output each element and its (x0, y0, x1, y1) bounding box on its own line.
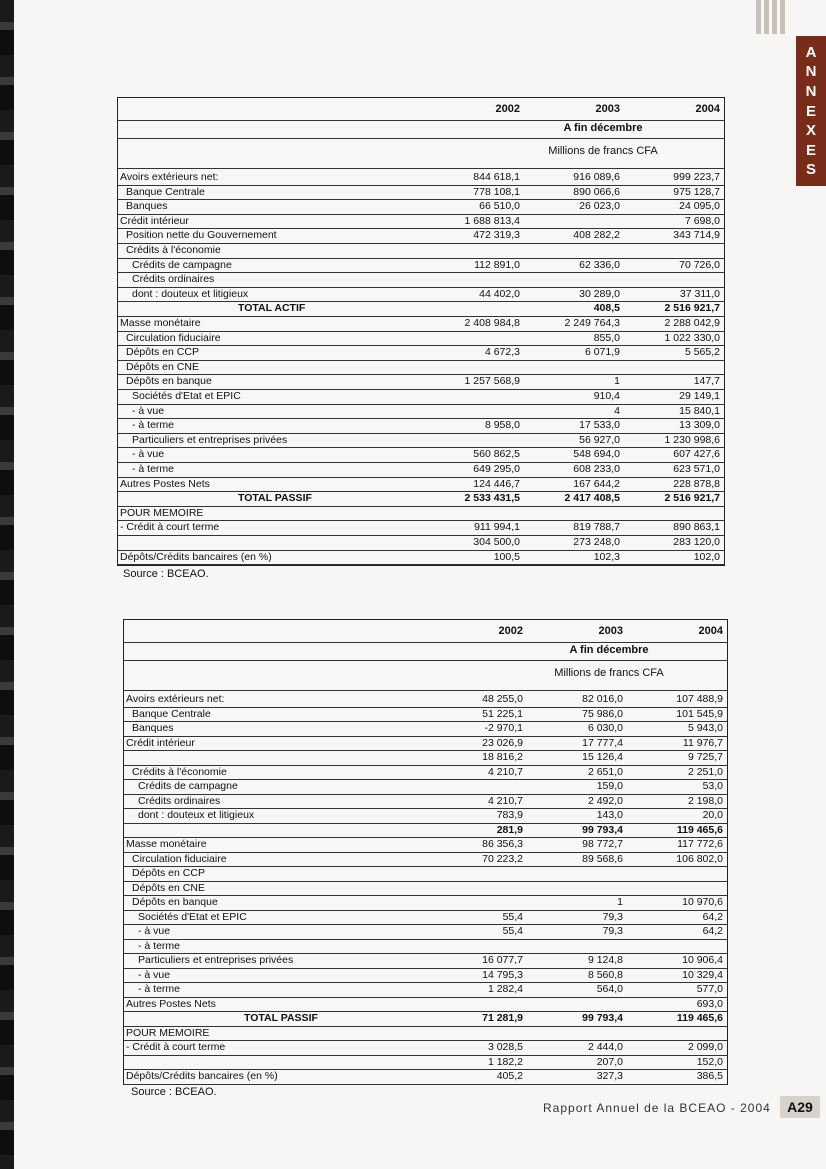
header-years-row (118, 98, 724, 121)
value-2002: 2 408 984,8 (464, 317, 520, 329)
value-2002: 44 402,0 (479, 287, 520, 300)
table-row (124, 765, 727, 781)
value-2002: 51 225,1 (482, 707, 523, 720)
table-row (124, 1069, 727, 1085)
value-2003: 159,0 (596, 780, 623, 792)
table-top (117, 97, 725, 566)
value-2002: 778 108,1 (473, 185, 520, 198)
value-2002: 281,9 (496, 823, 523, 836)
table-row (124, 1055, 727, 1071)
row-label: Dépôts/Crédits bancaires (en %) (120, 550, 272, 563)
row-label: Crédits à l'économie (132, 765, 227, 778)
value-2004: 283 120,0 (673, 536, 720, 548)
value-2003: 17 533,0 (579, 419, 620, 432)
annex-letter: A (805, 43, 817, 61)
value-2003: 1 (617, 896, 623, 908)
row-label: Avoirs extérieurs net: (120, 171, 219, 183)
annex-letter: N (805, 63, 817, 81)
row-label: Crédits ordinaires (132, 273, 215, 286)
value-2003: 890 066,6 (573, 185, 620, 198)
row-label: Crédit intérieur (120, 214, 189, 227)
source-note-top: Source : BCEAO. (123, 568, 209, 580)
value-2004: 386,5 (696, 1070, 723, 1082)
value-2002: 112 891,0 (474, 258, 520, 271)
period-label: A fin décembre (569, 644, 649, 656)
table-row (124, 881, 727, 897)
table-row (124, 866, 727, 882)
row-label: Circulation fiduciaire (132, 852, 227, 865)
table-row (118, 331, 724, 347)
row-label: Crédits ordinaires (138, 794, 221, 807)
table-row (118, 272, 724, 288)
header-years-row (124, 620, 727, 643)
row-label: Position nette du Gouvernement (126, 229, 277, 242)
table-row (124, 924, 727, 940)
value-2002: 23 026,9 (482, 736, 523, 749)
value-2003: 916 089,6 (573, 171, 620, 183)
row-label: Dépôts en CNE (126, 360, 199, 373)
value-2004: 147,7 (693, 375, 720, 388)
value-2002: 911 994,1 (474, 521, 520, 534)
value-2003: 408,5 (593, 302, 620, 315)
value-2003: 82 016,0 (582, 693, 623, 705)
value-2004: 119 465,6 (676, 823, 723, 836)
year-header: 2002 (495, 103, 520, 115)
table-row (118, 535, 724, 551)
table-row (124, 721, 727, 737)
table-row (118, 404, 724, 420)
annex-letter: E (805, 141, 816, 159)
row-label: - Crédit à court terme (120, 521, 220, 534)
table-row (118, 477, 724, 493)
value-2002: 4 210,7 (487, 794, 523, 807)
header-unit-row (124, 660, 727, 691)
table-row (118, 506, 724, 522)
value-2002: 66 510,0 (479, 200, 520, 213)
value-2002: 16 077,7 (482, 954, 523, 966)
row-label: Crédits à l'économie (126, 244, 221, 256)
row-label: - à terme (132, 419, 175, 432)
table-row (124, 707, 727, 723)
value-2002: 48 255,0 (482, 693, 523, 705)
value-2004: 2 099,0 (687, 1041, 723, 1053)
value-2003: 75 986,0 (582, 707, 623, 720)
row-label: Particuliers et entreprises privées (132, 433, 288, 446)
value-2003: 167 644,2 (573, 477, 620, 490)
value-2004: 890 863,1 (673, 521, 720, 534)
value-2004: 107 488,9 (676, 693, 723, 705)
table-row (124, 852, 727, 868)
table-row (118, 199, 724, 215)
row-label: POUR MEMOIRE (126, 1026, 210, 1039)
value-2003: 2 651,0 (587, 765, 623, 778)
value-2002: 783,9 (496, 809, 523, 821)
header-period-row (118, 120, 724, 139)
row-label: - à terme (132, 463, 175, 475)
table-row (118, 258, 724, 274)
row-label: TOTAL PASSIF (244, 1012, 318, 1024)
value-2004: 2 198,0 (687, 794, 723, 807)
table-row (124, 1011, 727, 1027)
value-2004: 2 251,0 (687, 765, 723, 778)
value-2003: 819 788,7 (573, 521, 620, 534)
table-row (118, 433, 724, 449)
table-row (124, 1026, 727, 1042)
value-2002: 304 500,0 (473, 536, 520, 548)
value-2004: 101 545,9 (676, 707, 723, 720)
table-row (124, 939, 727, 955)
row-label: TOTAL ACTIF (238, 302, 306, 315)
table-row (118, 550, 724, 566)
value-2003: 910,4 (593, 390, 620, 402)
value-2003: 79,3 (602, 910, 623, 923)
value-2002: 55,4 (502, 925, 523, 937)
row-label: Crédits de campagne (138, 780, 238, 792)
table-row (124, 779, 727, 795)
value-2002: 1 688 813,4 (464, 214, 520, 227)
value-2003: 79,3 (602, 925, 623, 937)
row-label: Avoirs extérieurs net: (126, 693, 225, 705)
value-2002: 560 862,5 (473, 448, 520, 461)
year-header: 2003 (598, 625, 623, 637)
value-2002: 4 210,7 (487, 765, 523, 778)
value-2002: 18 816,2 (482, 751, 523, 763)
value-2004: 2 516 921,7 (664, 492, 720, 505)
table-row (124, 910, 727, 926)
table-row (118, 316, 724, 332)
value-2004: 70 726,0 (679, 258, 720, 271)
row-label: Dépôts/Crédits bancaires (en %) (126, 1070, 278, 1082)
value-2004: 975 128,7 (673, 185, 720, 198)
value-2002: 8 958,0 (484, 419, 520, 432)
value-2003: 548 694,0 (573, 448, 620, 461)
value-2004: 2 288 042,9 (664, 317, 720, 329)
row-label: - à terme (138, 939, 181, 952)
row-label: Masse monétaire (126, 838, 207, 850)
value-2003: 327,3 (596, 1070, 623, 1082)
value-2004: 10 329,4 (682, 968, 723, 981)
row-label: Sociétés d'Etat et EPIC (132, 390, 241, 402)
value-2004: 119 465,6 (676, 1012, 723, 1024)
value-2003: 2 249 764,3 (564, 317, 620, 329)
value-2003: 98 772,7 (582, 838, 623, 850)
value-2002: 1 257 568,9 (464, 375, 520, 388)
table-row (124, 953, 727, 969)
value-2002: 14 795,3 (482, 968, 523, 981)
value-2004: 10 906,4 (682, 954, 723, 966)
value-2004: 37 311,0 (679, 287, 720, 300)
value-2003: 2 444,0 (587, 1041, 623, 1053)
table-row (118, 185, 724, 201)
value-2004: 577,0 (696, 983, 723, 995)
value-2004: 24 095,0 (679, 200, 720, 213)
source-note-bottom: Source : BCEAO. (131, 1086, 217, 1098)
value-2004: 1 022 330,0 (664, 331, 720, 344)
value-2002: 405,2 (496, 1070, 523, 1082)
decorative-stripes (756, 0, 796, 34)
row-label: Dépôts en CCP (126, 346, 199, 359)
value-2004: 53,0 (702, 780, 723, 792)
table-bottom (123, 619, 728, 1085)
unit-label: Millions de francs CFA (554, 667, 664, 679)
value-2004: 7 698,0 (684, 214, 720, 227)
row-label: - à terme (138, 983, 181, 995)
table-row (124, 997, 727, 1013)
table-row (118, 360, 724, 376)
unit-label: Millions de francs CFA (548, 145, 658, 157)
value-2004: 106 802,0 (676, 852, 723, 865)
row-label: Circulation fiduciaire (126, 331, 221, 344)
value-2003: 608 233,0 (573, 463, 620, 475)
value-2004: 102,0 (693, 550, 720, 563)
value-2004: 20,0 (702, 809, 723, 821)
table-row (118, 287, 724, 303)
value-2004: 2 516 921,7 (664, 302, 720, 315)
table-row (124, 1040, 727, 1056)
value-2004: 64,2 (702, 925, 723, 937)
table-row (124, 736, 727, 752)
value-2002: 124 446,7 (473, 477, 520, 490)
value-2002: 100,5 (493, 550, 520, 563)
table-row (124, 794, 727, 810)
value-2003: 9 124,8 (587, 954, 623, 966)
value-2004: 5 943,0 (687, 722, 723, 734)
value-2004: 13 309,0 (679, 419, 720, 432)
scan-binding-edge (0, 0, 14, 1169)
value-2003: 26 023,0 (579, 200, 620, 213)
annex-letter: N (805, 82, 817, 100)
row-label: Sociétés d'Etat et EPIC (138, 910, 247, 923)
row-label: Masse monétaire (120, 317, 201, 329)
value-2003: 207,0 (596, 1055, 623, 1068)
value-2002: 1 282,4 (487, 983, 523, 995)
table-row (124, 982, 727, 998)
value-2004: 343 714,9 (673, 229, 720, 242)
value-2004: 152,0 (696, 1055, 723, 1068)
value-2003: 143,0 (596, 809, 623, 821)
annex-letter: S (805, 161, 816, 179)
value-2003: 6 071,9 (584, 346, 620, 359)
row-label: Dépôts en banque (126, 375, 212, 388)
period-label: A fin décembre (563, 122, 643, 134)
value-2002: 86 356,3 (482, 838, 523, 850)
row-label: Banques (132, 722, 174, 734)
row-label: - Crédit à court terme (126, 1041, 226, 1053)
row-label: TOTAL PASSIF (238, 492, 312, 505)
row-label: Banques (126, 200, 168, 213)
value-2004: 15 840,1 (679, 404, 720, 417)
row-label: Autres Postes Nets (120, 477, 210, 490)
value-2003: 564,0 (596, 983, 623, 995)
value-2003: 62 336,0 (579, 258, 620, 271)
value-2004: 623 571,0 (673, 463, 720, 475)
table-row (118, 389, 724, 405)
header-period-row (124, 642, 727, 661)
value-2003: 1 (614, 375, 620, 388)
value-2003: 273 248,0 (573, 536, 620, 548)
value-2002: -2 970,1 (484, 722, 523, 734)
annexes-side-tab (796, 36, 826, 186)
value-2004: 11 976,7 (682, 736, 723, 749)
row-label: Dépôts en CCP (132, 867, 205, 879)
value-2004: 117 772,6 (677, 838, 723, 850)
value-2003: 6 030,0 (587, 722, 623, 734)
table-row (124, 750, 727, 766)
row-label: Dépôts en CNE (132, 881, 205, 894)
value-2002: 70 223,2 (482, 852, 523, 865)
row-label: dont : douteux et litigieux (132, 287, 249, 300)
value-2003: 2 417 408,5 (564, 492, 620, 505)
row-label: dont : douteux et litigieux (138, 809, 255, 821)
value-2004: 999 223,7 (673, 171, 720, 183)
value-2003: 8 560,8 (587, 968, 623, 981)
value-2003: 102,3 (593, 550, 620, 563)
value-2004: 29 149,1 (679, 390, 720, 402)
row-label: - à vue (138, 925, 171, 937)
table-row (118, 214, 724, 230)
row-label: - à vue (132, 448, 165, 461)
value-2003: 99 793,4 (582, 1012, 623, 1024)
row-label: Banque Centrale (126, 185, 205, 198)
row-label: POUR MEMOIRE (120, 506, 204, 519)
table-row (118, 520, 724, 536)
row-label: - à vue (132, 404, 165, 417)
value-2002: 844 618,1 (473, 171, 520, 183)
row-label: Banque Centrale (132, 707, 211, 720)
row-label: Autres Postes Nets (126, 997, 216, 1010)
table-row (124, 837, 727, 853)
row-label: - à vue (138, 968, 171, 981)
value-2002: 3 028,5 (487, 1041, 523, 1053)
value-2002: 472 319,3 (473, 229, 520, 242)
row-label: Crédits de campagne (132, 258, 232, 271)
value-2004: 10 970,6 (682, 896, 723, 908)
value-2002: 2 533 431,5 (464, 492, 520, 505)
value-2003: 855,0 (593, 331, 620, 344)
table-row (124, 692, 727, 708)
table-row (124, 895, 727, 911)
header-unit-row (118, 138, 724, 169)
value-2004: 1 230 998,6 (664, 433, 720, 446)
value-2004: 693,0 (696, 997, 723, 1010)
row-label: Crédit intérieur (126, 736, 195, 749)
annex-letter: E (805, 102, 816, 120)
value-2003: 2 492,0 (587, 794, 623, 807)
value-2002: 71 281,9 (482, 1012, 523, 1024)
year-header: 2003 (595, 103, 620, 115)
year-header: 2004 (698, 625, 723, 637)
value-2002: 4 672,3 (484, 346, 520, 359)
year-header: 2004 (695, 103, 720, 115)
row-label: Particuliers et entreprises privées (138, 954, 294, 966)
table-row (118, 228, 724, 244)
report-title-footer: Rapport Annuel de la BCEAO - 2004 (543, 1101, 771, 1115)
table-row (124, 968, 727, 984)
value-2003: 30 289,0 (579, 287, 620, 300)
value-2004: 228 878,8 (673, 477, 720, 490)
annex-letter: X (805, 122, 816, 140)
table-row (118, 243, 724, 259)
value-2004: 64,2 (702, 910, 723, 923)
table-row (124, 823, 727, 839)
table-row (118, 418, 724, 434)
table-row (118, 301, 724, 317)
table-row (118, 447, 724, 463)
table-row (124, 808, 727, 824)
value-2003: 4 (614, 404, 620, 417)
table-row (118, 491, 724, 507)
page-number: A29 (780, 1096, 820, 1118)
value-2004: 607 427,6 (673, 448, 720, 461)
value-2002: 55,4 (502, 910, 523, 923)
value-2004: 9 725,7 (687, 751, 723, 763)
table-row (118, 462, 724, 478)
table-row (118, 170, 724, 186)
value-2004: 5 565,2 (684, 346, 720, 359)
row-label: Dépôts en banque (132, 896, 218, 908)
table-row (118, 345, 724, 361)
year-header: 2002 (498, 625, 523, 637)
value-2002: 649 295,0 (473, 463, 520, 475)
table-row (118, 374, 724, 390)
value-2002: 1 182,2 (487, 1055, 523, 1068)
value-2003: 89 568,6 (582, 852, 623, 865)
value-2003: 99 793,4 (582, 823, 623, 836)
value-2003: 56 927,0 (579, 433, 620, 446)
value-2003: 15 126,4 (582, 751, 623, 763)
value-2003: 17 777,4 (582, 736, 623, 749)
value-2003: 408 282,2 (573, 229, 620, 242)
